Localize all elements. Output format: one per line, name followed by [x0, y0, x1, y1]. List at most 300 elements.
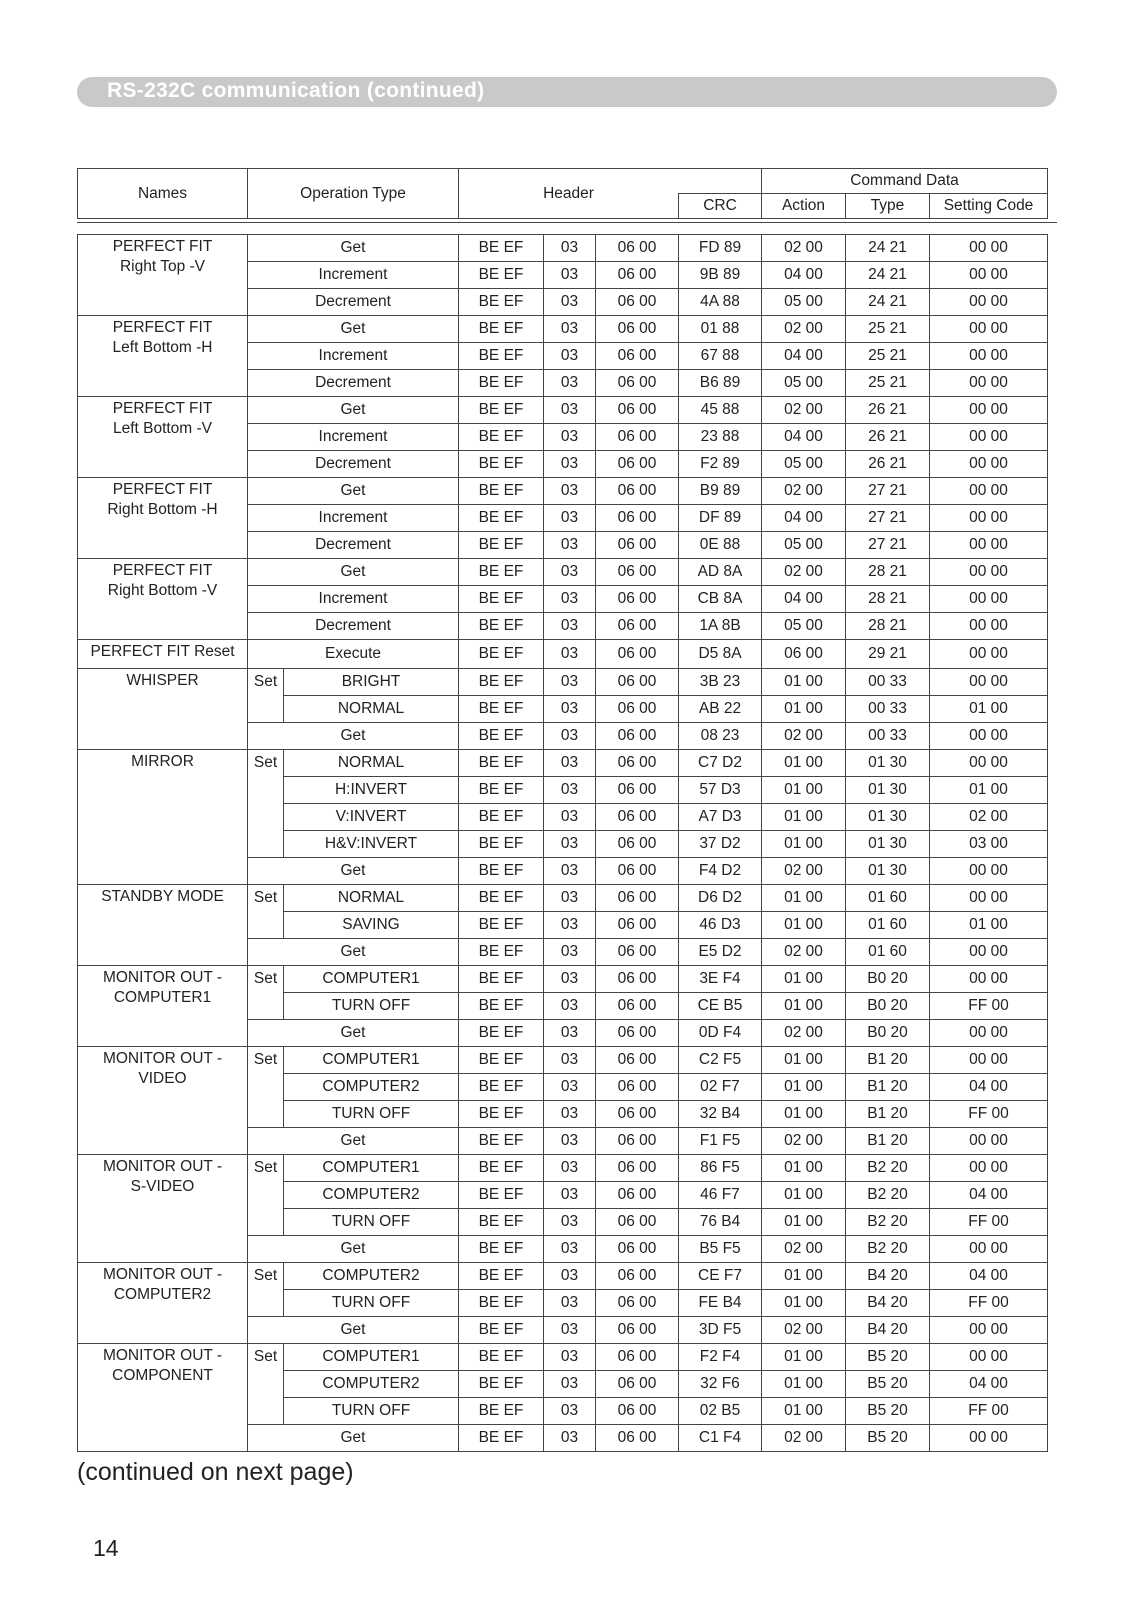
header-id: 06 00: [596, 993, 679, 1020]
set-label: Set: [248, 669, 284, 723]
header-id: 06 00: [596, 316, 679, 343]
action-value: 05 00: [762, 532, 846, 559]
action-value: 01 00: [762, 777, 846, 804]
action-value: 02 00: [762, 559, 846, 586]
action-value: 01 00: [762, 912, 846, 939]
action-value: 05 00: [762, 451, 846, 478]
header-length: 03: [544, 966, 596, 993]
header-id: 06 00: [596, 532, 679, 559]
header-length: 03: [544, 424, 596, 451]
header-length: 03: [544, 885, 596, 912]
action-value: 02 00: [762, 1020, 846, 1047]
setting-code-value: 00 00: [930, 343, 1048, 370]
command-name: PERFECT FIT Right Top -V: [78, 235, 248, 316]
header-id: 06 00: [596, 613, 679, 640]
header-bytes: BE EF: [459, 343, 544, 370]
header-action: Action: [762, 194, 846, 219]
header-bytes: BE EF: [459, 1155, 544, 1182]
operation-type: Get: [248, 723, 459, 750]
header-length: 03: [544, 939, 596, 966]
operation-type: Get: [248, 316, 459, 343]
setting-code-value: FF 00: [930, 993, 1048, 1020]
crc-value: FD 89: [679, 235, 762, 262]
crc-value: 86 F5: [679, 1155, 762, 1182]
type-value: 25 21: [846, 316, 930, 343]
header-spacer: [679, 169, 762, 194]
command-name: PERFECT FIT Left Bottom -H: [78, 316, 248, 397]
set-label: Set: [248, 1155, 284, 1236]
header-bytes: BE EF: [459, 1317, 544, 1344]
crc-value: 46 D3: [679, 912, 762, 939]
header-header: Header: [459, 169, 679, 219]
command-name: MIRROR: [78, 750, 248, 885]
setting-code-value: 02 00: [930, 804, 1048, 831]
operation-value: H&V:INVERT: [284, 831, 459, 858]
set-label: Set: [248, 1047, 284, 1128]
crc-value: F2 F4: [679, 1344, 762, 1371]
header-length: 03: [544, 777, 596, 804]
setting-code-value: 00 00: [930, 1344, 1048, 1371]
crc-value: 9B 89: [679, 262, 762, 289]
setting-code-value: 00 00: [930, 966, 1048, 993]
header-id: 06 00: [596, 1263, 679, 1290]
command-name: PERFECT FIT Left Bottom -V: [78, 397, 248, 478]
table-row: [78, 966, 1048, 993]
type-value: 27 21: [846, 532, 930, 559]
action-value: 01 00: [762, 1290, 846, 1317]
operation-value: TURN OFF: [284, 1290, 459, 1317]
operation-type: Increment: [248, 424, 459, 451]
header-bytes: BE EF: [459, 993, 544, 1020]
header-operation-type: Operation Type: [248, 169, 459, 219]
header-length: 03: [544, 478, 596, 505]
type-value: 26 21: [846, 397, 930, 424]
type-value: 25 21: [846, 370, 930, 397]
type-value: B5 20: [846, 1398, 930, 1425]
setting-code-value: 00 00: [930, 532, 1048, 559]
header-length: 03: [544, 1425, 596, 1452]
action-value: 06 00: [762, 640, 846, 669]
header-id: 06 00: [596, 939, 679, 966]
crc-value: E5 D2: [679, 939, 762, 966]
header-bytes: BE EF: [459, 723, 544, 750]
header-length: 03: [544, 912, 596, 939]
header-length: 03: [544, 1209, 596, 1236]
type-value: B4 20: [846, 1263, 930, 1290]
operation-type: Execute: [248, 640, 459, 669]
action-value: 04 00: [762, 262, 846, 289]
command-name: WHISPER: [78, 669, 248, 750]
crc-value: CB 8A: [679, 586, 762, 613]
action-value: 04 00: [762, 424, 846, 451]
setting-code-value: 00 00: [930, 669, 1048, 696]
action-value: 01 00: [762, 885, 846, 912]
operation-value: COMPUTER2: [284, 1371, 459, 1398]
type-value: B4 20: [846, 1290, 930, 1317]
type-value: 01 30: [846, 831, 930, 858]
setting-code-value: FF 00: [930, 1101, 1048, 1128]
table-row: [78, 1263, 1048, 1290]
operation-value: COMPUTER2: [284, 1263, 459, 1290]
crc-value: F2 89: [679, 451, 762, 478]
type-value: B5 20: [846, 1371, 930, 1398]
command-name: PERFECT FIT Right Bottom -V: [78, 559, 248, 640]
header-id: 06 00: [596, 1398, 679, 1425]
header-id: 06 00: [596, 640, 679, 669]
type-value: 01 60: [846, 939, 930, 966]
action-value: 01 00: [762, 1074, 846, 1101]
header-id: 06 00: [596, 1344, 679, 1371]
header-bytes: BE EF: [459, 1236, 544, 1263]
action-value: 01 00: [762, 1263, 846, 1290]
crc-value: 1A 8B: [679, 613, 762, 640]
crc-value: CE F7: [679, 1263, 762, 1290]
crc-value: DF 89: [679, 505, 762, 532]
setting-code-value: 00 00: [930, 1128, 1048, 1155]
action-value: 02 00: [762, 1425, 846, 1452]
crc-value: C7 D2: [679, 750, 762, 777]
header-bytes: BE EF: [459, 1398, 544, 1425]
operation-type: Decrement: [248, 289, 459, 316]
header-length: 03: [544, 262, 596, 289]
header-length: 03: [544, 1236, 596, 1263]
header-length: 03: [544, 1047, 596, 1074]
crc-value: C1 F4: [679, 1425, 762, 1452]
command-name: MONITOR OUT - COMPONENT: [78, 1344, 248, 1452]
header-bytes: BE EF: [459, 1020, 544, 1047]
action-value: 01 00: [762, 804, 846, 831]
header-length: 03: [544, 532, 596, 559]
action-value: 02 00: [762, 1236, 846, 1263]
action-value: 04 00: [762, 586, 846, 613]
operation-type: Increment: [248, 343, 459, 370]
header-bytes: BE EF: [459, 939, 544, 966]
action-value: 01 00: [762, 1209, 846, 1236]
header-bytes: BE EF: [459, 1047, 544, 1074]
header-bytes: BE EF: [459, 1128, 544, 1155]
header-bytes: BE EF: [459, 316, 544, 343]
type-value: 01 30: [846, 858, 930, 885]
operation-type: Get: [248, 858, 459, 885]
setting-code-value: 00 00: [930, 640, 1048, 669]
type-value: 27 21: [846, 478, 930, 505]
command-name: MONITOR OUT - COMPUTER2: [78, 1263, 248, 1344]
action-value: 01 00: [762, 1398, 846, 1425]
header-id: 06 00: [596, 1209, 679, 1236]
header-bytes: BE EF: [459, 1344, 544, 1371]
type-value: 25 21: [846, 343, 930, 370]
setting-code-value: 01 00: [930, 777, 1048, 804]
header-length: 03: [544, 370, 596, 397]
setting-code-value: FF 00: [930, 1398, 1048, 1425]
header-id: 06 00: [596, 1128, 679, 1155]
section-banner: [77, 77, 1057, 107]
action-value: 01 00: [762, 831, 846, 858]
header-bytes: BE EF: [459, 966, 544, 993]
type-value: 24 21: [846, 262, 930, 289]
crc-value: CE B5: [679, 993, 762, 1020]
type-value: B0 20: [846, 993, 930, 1020]
crc-value: 3E F4: [679, 966, 762, 993]
set-label: Set: [248, 966, 284, 1020]
crc-value: F4 D2: [679, 858, 762, 885]
header-length: 03: [544, 1074, 596, 1101]
header-id: 06 00: [596, 586, 679, 613]
setting-code-value: 00 00: [930, 478, 1048, 505]
header-length: 03: [544, 1290, 596, 1317]
crc-value: B6 89: [679, 370, 762, 397]
crc-value: FE B4: [679, 1290, 762, 1317]
type-value: B2 20: [846, 1209, 930, 1236]
operation-type: Get: [248, 1425, 459, 1452]
action-value: 05 00: [762, 613, 846, 640]
crc-value: 4A 88: [679, 289, 762, 316]
action-value: 01 00: [762, 1182, 846, 1209]
setting-code-value: 00 00: [930, 750, 1048, 777]
operation-type: Decrement: [248, 451, 459, 478]
header-id: 06 00: [596, 1290, 679, 1317]
header-id: 06 00: [596, 478, 679, 505]
crc-value: 46 F7: [679, 1182, 762, 1209]
setting-code-value: 00 00: [930, 424, 1048, 451]
crc-value: 57 D3: [679, 777, 762, 804]
action-value: 01 00: [762, 696, 846, 723]
operation-type: Get: [248, 559, 459, 586]
table-row: [78, 316, 1048, 343]
command-name: STANDBY MODE: [78, 885, 248, 966]
header-id: 06 00: [596, 1020, 679, 1047]
operation-value: COMPUTER1: [284, 1155, 459, 1182]
action-value: 05 00: [762, 370, 846, 397]
operation-value: COMPUTER1: [284, 1344, 459, 1371]
setting-code-value: 03 00: [930, 831, 1048, 858]
setting-code-value: 00 00: [930, 289, 1048, 316]
operation-value: V:INVERT: [284, 804, 459, 831]
operation-value: TURN OFF: [284, 1398, 459, 1425]
header-length: 03: [544, 831, 596, 858]
header-id: 06 00: [596, 750, 679, 777]
header-id: 06 00: [596, 804, 679, 831]
type-value: 26 21: [846, 451, 930, 478]
header-id: 06 00: [596, 397, 679, 424]
header-length: 03: [544, 1317, 596, 1344]
type-value: B1 20: [846, 1101, 930, 1128]
header-id: 06 00: [596, 289, 679, 316]
header-bytes: BE EF: [459, 804, 544, 831]
header-id: 06 00: [596, 831, 679, 858]
header-bytes: BE EF: [459, 424, 544, 451]
setting-code-value: 00 00: [930, 505, 1048, 532]
setting-code-value: 00 00: [930, 235, 1048, 262]
header-id: 06 00: [596, 1047, 679, 1074]
header-bytes: BE EF: [459, 478, 544, 505]
header-id: 06 00: [596, 235, 679, 262]
header-id: 06 00: [596, 262, 679, 289]
action-value: 01 00: [762, 1371, 846, 1398]
header-id: 06 00: [596, 696, 679, 723]
header-length: 03: [544, 804, 596, 831]
crc-value: 45 88: [679, 397, 762, 424]
table-row: [78, 1344, 1048, 1371]
header-names: Names: [78, 169, 248, 219]
header-bytes: BE EF: [459, 1074, 544, 1101]
header-bytes: BE EF: [459, 262, 544, 289]
setting-code-value: 04 00: [930, 1182, 1048, 1209]
operation-type: Get: [248, 478, 459, 505]
operation-type: Get: [248, 1317, 459, 1344]
operation-value: COMPUTER2: [284, 1074, 459, 1101]
type-value: 01 30: [846, 750, 930, 777]
action-value: 01 00: [762, 1155, 846, 1182]
setting-code-value: 00 00: [930, 1020, 1048, 1047]
header-id: 06 00: [596, 559, 679, 586]
header-id: 06 00: [596, 966, 679, 993]
header-id: 06 00: [596, 1101, 679, 1128]
operation-value: NORMAL: [284, 885, 459, 912]
table-row: [78, 559, 1048, 586]
header-length: 03: [544, 613, 596, 640]
header-length: 03: [544, 993, 596, 1020]
header-bytes: BE EF: [459, 858, 544, 885]
setting-code-value: 04 00: [930, 1371, 1048, 1398]
action-value: 01 00: [762, 1101, 846, 1128]
action-value: 02 00: [762, 723, 846, 750]
type-value: B0 20: [846, 1020, 930, 1047]
type-value: B1 20: [846, 1128, 930, 1155]
setting-code-value: 00 00: [930, 316, 1048, 343]
setting-code-value: 00 00: [930, 723, 1048, 750]
header-bytes: BE EF: [459, 397, 544, 424]
operation-value: H:INVERT: [284, 777, 459, 804]
action-value: 01 00: [762, 1047, 846, 1074]
table-row: [78, 750, 1048, 777]
header-length: 03: [544, 289, 596, 316]
operation-value: COMPUTER1: [284, 1047, 459, 1074]
command-name: PERFECT FIT Right Bottom -H: [78, 478, 248, 559]
table-row: [78, 1155, 1048, 1182]
setting-code-value: FF 00: [930, 1290, 1048, 1317]
crc-value: A7 D3: [679, 804, 762, 831]
type-value: B4 20: [846, 1317, 930, 1344]
header-bytes: BE EF: [459, 1101, 544, 1128]
setting-code-value: 00 00: [930, 586, 1048, 613]
table-row: [78, 640, 1048, 669]
header-length: 03: [544, 1128, 596, 1155]
crc-value: AD 8A: [679, 559, 762, 586]
crc-value: D6 D2: [679, 885, 762, 912]
crc-value: 23 88: [679, 424, 762, 451]
type-value: 29 21: [846, 640, 930, 669]
setting-code-value: 00 00: [930, 885, 1048, 912]
action-value: 04 00: [762, 505, 846, 532]
header-bytes: BE EF: [459, 1425, 544, 1452]
header-bytes: BE EF: [459, 451, 544, 478]
action-value: 01 00: [762, 993, 846, 1020]
operation-type: Decrement: [248, 613, 459, 640]
action-value: 02 00: [762, 478, 846, 505]
header-bytes: BE EF: [459, 885, 544, 912]
type-value: 24 21: [846, 235, 930, 262]
setting-code-value: 00 00: [930, 1317, 1048, 1344]
set-label: Set: [248, 1344, 284, 1425]
crc-value: B5 F5: [679, 1236, 762, 1263]
type-value: B5 20: [846, 1344, 930, 1371]
header-id: 06 00: [596, 451, 679, 478]
setting-code-value: 01 00: [930, 912, 1048, 939]
setting-code-value: 00 00: [930, 613, 1048, 640]
crc-value: 08 23: [679, 723, 762, 750]
crc-value: 32 F6: [679, 1371, 762, 1398]
type-value: 01 30: [846, 804, 930, 831]
setting-code-value: 00 00: [930, 1047, 1048, 1074]
setting-code-value: 04 00: [930, 1263, 1048, 1290]
command-table: [77, 234, 1048, 1452]
setting-code-value: 00 00: [930, 451, 1048, 478]
set-label: Set: [248, 885, 284, 939]
action-value: 01 00: [762, 966, 846, 993]
action-value: 02 00: [762, 397, 846, 424]
header-bytes: BE EF: [459, 1182, 544, 1209]
header-id: 06 00: [596, 343, 679, 370]
header-length: 03: [544, 559, 596, 586]
operation-type: Increment: [248, 586, 459, 613]
setting-code-value: 00 00: [930, 1236, 1048, 1263]
header-id: 06 00: [596, 669, 679, 696]
table-row: [78, 235, 1048, 262]
setting-code-value: 00 00: [930, 559, 1048, 586]
header-bytes: BE EF: [459, 289, 544, 316]
action-value: 02 00: [762, 858, 846, 885]
header-bytes: BE EF: [459, 1290, 544, 1317]
header-length: 03: [544, 1182, 596, 1209]
header-id: 06 00: [596, 505, 679, 532]
header-command-data: Command Data: [762, 169, 1048, 194]
type-value: 28 21: [846, 559, 930, 586]
header-id: 06 00: [596, 1074, 679, 1101]
action-value: 02 00: [762, 939, 846, 966]
page-number: 14: [93, 1535, 119, 1561]
header-length: 03: [544, 750, 596, 777]
header-bytes: BE EF: [459, 505, 544, 532]
header-length: 03: [544, 316, 596, 343]
set-label: Set: [248, 1263, 284, 1317]
type-value: 27 21: [846, 505, 930, 532]
header-length: 03: [544, 723, 596, 750]
header-id: 06 00: [596, 723, 679, 750]
crc-value: 3D F5: [679, 1317, 762, 1344]
operation-type: Decrement: [248, 370, 459, 397]
setting-code-value: 00 00: [930, 1155, 1048, 1182]
table-header: [77, 168, 1048, 219]
header-bytes: BE EF: [459, 696, 544, 723]
header-bytes: BE EF: [459, 586, 544, 613]
header-bytes: BE EF: [459, 559, 544, 586]
operation-value: NORMAL: [284, 696, 459, 723]
header-length: 03: [544, 451, 596, 478]
header-length: 03: [544, 1344, 596, 1371]
header-id: 06 00: [596, 1236, 679, 1263]
crc-value: 01 88: [679, 316, 762, 343]
table-row: [78, 478, 1048, 505]
type-value: 01 60: [846, 912, 930, 939]
header-bytes: BE EF: [459, 370, 544, 397]
crc-value: C2 F5: [679, 1047, 762, 1074]
header-length: 03: [544, 858, 596, 885]
header-type: Type: [846, 194, 930, 219]
type-value: 01 60: [846, 885, 930, 912]
command-name: MONITOR OUT - COMPUTER1: [78, 966, 248, 1047]
operation-type: Get: [248, 235, 459, 262]
